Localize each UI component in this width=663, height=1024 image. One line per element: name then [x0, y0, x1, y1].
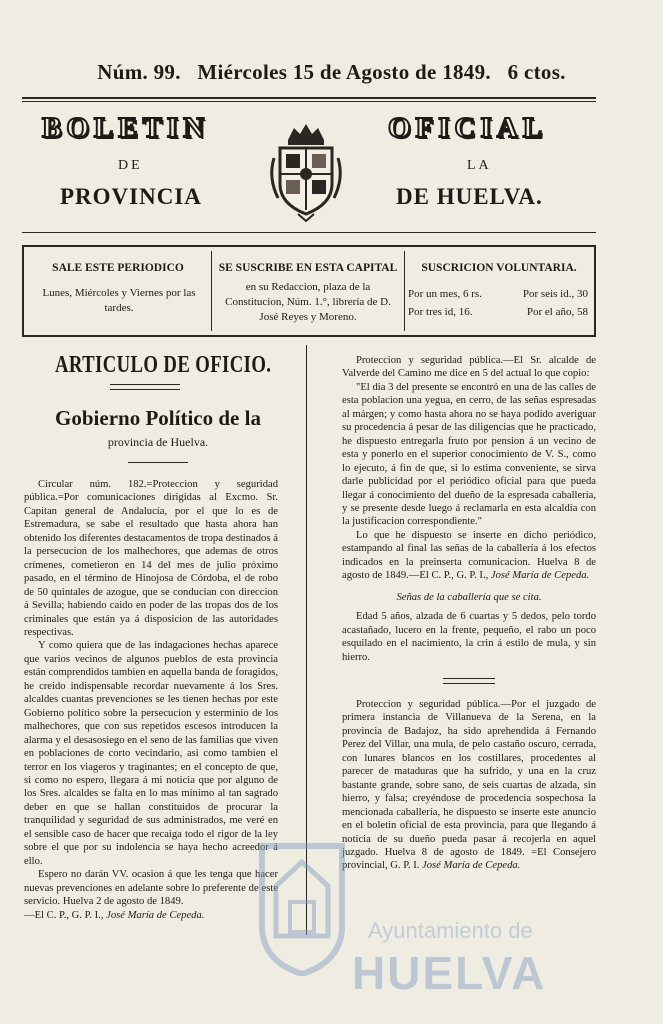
issue-price: 6 ctos.: [507, 60, 566, 84]
info-box-divider-1: [211, 251, 212, 331]
title-de: DE: [118, 158, 143, 173]
senas-text: Edad 5 años, alzada de 6 cuartas y 5 dedos, pelo tordo acastañado, lucero en la frente, pequeño, el rabo un poco esquilado en el nacimiento, la crin á estilo de mula, y sin hierro.: [342, 611, 596, 663]
coat-of-arms-icon: [266, 118, 346, 222]
senas-heading: Señas de la caballería que se cita.: [396, 591, 542, 603]
masthead-bottom-rule: [22, 232, 596, 233]
alcaldes-paragraph: Y como quiera que de las indagaciones hechas aparece que varios vecinos de algunos pueblos de esta provincia están comprendidos tambien en aquella banda de foragidos, he creido indispensable recordar nuevamente á los Sres. alcaldes cuantas prevenciones se les tienen hechas por este Gobierno político sobre la persecucion y esterminio de los malhechores, que con sus repetidos escesos introducen la alarma y el desasosiego en el seno de las familias que viven en poblaciones de corto vecindario, asi como tambien el terror en los viageros y traginantes; en el concepto de que, si como no espero, llegara á mi noticia que por alguno de los Sres. alcaldes se falta en lo mas mínimo al tan sagrado deber en que se hallan constituidos de procurar la tranquilidad y seguridad de sus administrados, me veré en el sensible caso de hacer que recaiga todo el rigor de la ley sobre el que por su indolencia se haya hecho acreedor á ello.: [24, 640, 278, 867]
circular-paragraph: Circular núm. 182.=Proteccion y seguridad pública.=Por comunicaciones dirigidas al Excmo. Sr. Capitan general de Andalucía, por el que lo es de Estremadura, se sabe el resultado que hasta ahora han obtenido los diferentes destacamentos de tropa destinados á la persecucion de los malhechores, que ademas de otros crímenes, cometieron en 14 del mes de julio próximo pasado, en el término de Hinojosa de Córdoba, el de robo de 50 quintales de azogue, que se conducian con direccion á Sevilla; habiendo caido en poder de las tropas dos de los criminales que están ya á disposicion de las autoridades respectivas.: [24, 479, 278, 638]
section-ornament: [110, 384, 180, 390]
dateline: [0, 60, 663, 85]
issue-number: Núm. 99.: [97, 60, 181, 84]
title-oficial: OFICIAL: [388, 112, 548, 144]
top-rule-thin: [22, 101, 596, 102]
valverde-intro: Proteccion y seguridad pública.—El Sr. alcalde de Valverde del Camino me dice en 5 del actual lo que copio:: [342, 355, 596, 380]
valverde-order: [342, 529, 596, 583]
info-box: [22, 245, 596, 337]
badajoz-signature: José María de Cepeda.: [422, 860, 521, 872]
left-signature: [24, 909, 278, 922]
section-separator: [443, 678, 495, 684]
top-rule: [22, 97, 596, 99]
badajoz-text: Proteccion y seguridad pública.—Por el juzgado de primera instancia de Villanueva de la Serena, en la provincia de Badajoz, ha sido aprehendida á Fernando Perez del Villar, una mula, de pelo castaño oscuro, cerrada, con lunares blancos en los costillares, procedentes al parecer de mataduras que ha sufrido, y una en la cruz bastante grande, sobre sano, de seis cuartas de alzada, sin hierro, y falsa; creyéndose de procedencia sospechosa la mencionada caballería, he dispuesto se inserte este anuncio en el boletin oficial de esta provincia, para que llegando á noticia de su dueño pueda pasar á recojerla en aquel juzgado. Huelva 8 de agosto de 1849. =El Consejero provincial, G. P. I.: [342, 698, 596, 872]
closing-paragraph: Espero no darán VV. ocasion á que les tenga que hacer nuevas prevenciones en adelante sobre lo preferente de este servicio. Huelva 2 de agosto de 1849.: [24, 869, 278, 908]
left-column-body: [24, 478, 278, 922]
article-rule: [128, 462, 188, 463]
title-la: LA: [467, 158, 492, 173]
valverde-quote: "El dia 3 del presente se encontró en una de las calles de esta poblacion una yegua, en cerro, de las señas espresadas al márgen; y como hasta ahora no se haya podido averiguar su procedencia á pesar de las diligencias que he practicado, he dispuesto entregarla fruto por pension á un vecino de esta y ponerlo en el superior conocimiento de V. S., como lo ejecuto, á fin de que, si lo estima conveniente, se sirva darle publicidad por el periódico oficial para que pueda llegar á conocimiento del dueño de la espresada caballería, y se presente desde luego á reclamarla en esta alcaldía con la justificacion correspondiente.": [342, 381, 596, 528]
badajoz-paragraph: [342, 698, 596, 873]
watermark-shield-icon: [256, 826, 348, 976]
price-row-2a: Por tres id, 16.: [408, 306, 473, 318]
title-de-huelva: DE HUELVA.: [396, 184, 543, 209]
watermark-text: HUELVA: [352, 947, 547, 999]
valverde-order-signature: José María de Cepeda.: [490, 570, 590, 582]
right-column-body: [342, 354, 596, 873]
price-row-1b: Por seis id., 30: [522, 288, 588, 300]
valverde-order-text: Lo que he dispuesto se inserte en dicho periódico, estampando al final las señas de la caballería á los efectos indicados en la preinserta comunicacion. Huelva 8 de agosto de 1849.—El C. P., G. P. I.,: [342, 529, 596, 582]
subscribe-heading: SE SUSCRIBE EN ESTA CAPITAL: [218, 262, 398, 274]
schedule-text: Lunes, Miércoles y Viernes por las tardes.: [42, 287, 196, 314]
article-subheading: provincia de Huelva.: [107, 435, 209, 449]
section-heading: ARTICULO DE OFICIO.: [55, 352, 272, 378]
signature-name: José María de Cepeda.: [106, 909, 205, 921]
price-row-2b: Por el año, 58: [526, 306, 588, 318]
voluntary-subscription-heading: SUSCRICION VOLUNTARIA.: [421, 262, 577, 274]
watermark-subtext: Ayuntamiento de: [368, 918, 533, 943]
signature-prefix: —El C. P., G. P. I.,: [24, 909, 104, 921]
title-boletin: BOLETIN: [42, 112, 210, 144]
info-box-divider-2: [404, 251, 405, 331]
price-row-1a: Por un mes, 6 rs.: [408, 288, 482, 300]
title-provincia: PROVINCIA: [60, 184, 202, 209]
subscribe-text: en su Redaccion, plaza de la Constitucion, Núm. 1.°, librería de D. José Reyes y Moreno.: [225, 281, 391, 323]
schedule-heading: SALE ESTE PERIODICO: [52, 262, 184, 274]
issue-date: Miércoles 15 de Agosto de 1849.: [197, 60, 491, 84]
article-heading: Gobierno Político de la: [55, 406, 261, 430]
